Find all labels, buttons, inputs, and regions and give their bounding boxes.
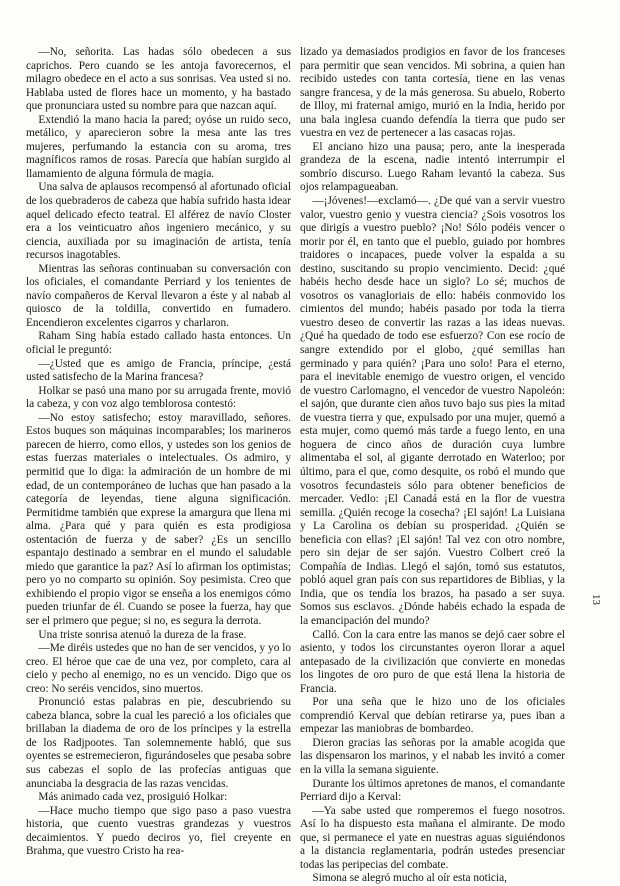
left-text-column <box>26 46 291 858</box>
page-number: 13 <box>590 594 602 605</box>
paragraph: —¡Jóvenes!—exclamó—. ¿De qué van a servir vuestro valor, vuestro genio y vuestra ciencia? ¿Sois vosotros los que dirigís a vuestro pueblo? ¡No! Sólo podéis vencer o morir por él, en tanto que el pueblo, guiado por hombres traidores o incapaces, puede volver la espalda a su destino, suscitando su propio vencimiento. Decid: ¿qué habéis hecho desde hace un siglo? Lo sé; muchos de vosotros os vanagloriais de ello: habéis conmovido los cimientos del mundo; habéis pasado por toda la tierra vuestro deseo de convertir las razas a las ideas nuevas. ¿Qué ha quedado de todo ese esfuerzo? Con ese rocío de sangre extendido por el globo, ¿qué semillas han germinado y para quién? ¡Para uno solo! Para el eterno, para el inevitable enemigo de vuestro origen, el vencido de vuestro Carlomagno, el vencedor de vuestro Napoleón: el sajón, que durante cien años tuvo bajo sus pies la mitad de vuestra tierra y que, expulsado por una mujer, quemó a esta mujer, como quemó más tarde a fuego lento, en una hoguera de cinco años de duración cuya lumbre alimentaba el sol, al gigante derrotado en Waterloo; por último, para el que, como desquite, os robó el mundo que vosotros fecundasteis sólo para obtener beneficios de mercader. Vedlo: ¡El Canadá está en la flor de vuestra semilla. ¿Quién recoge la cosecha? ¡El sajón! La Luisiana y La Carolina os debían su prosperidad. ¿Quién se beneficia con ellas? ¡El sajón! Tal vez con otro nombre, pero sin dejar de ser sajón. Vuestro Colbert creó la Compañía de Indias. Llegó el sajón, tomó sus estatutos, pobló aquel gran país con sus repartidores de Biblias, y la India, que os tendía los brazos, ha pasado a ser suya. Somos sus esclavos. ¿Dónde habéis echado la espada de la emancipación del mundo? <box>300 195 565 627</box>
paragraph: Pronunció estas palabras en pie, descubriendo su cabeza blanca, sobre la cual les pareció a los oficiales que brillaban la diadema de oro de los príncipes y la estrella de los Radjpootes. Tan solemnemente habló, que sus oyentes se estremecieron, figurándoseles que pesaba sobre sus cabezas el soplo de las profecías antiguas que anunciaba la desgracia de las razas vencidas. <box>26 696 291 790</box>
paragraph: —No estoy satisfecho; estoy maravillado, señores. Estos buques son máquinas incomparables; los marineros parecen de hierro, como ellos, y ustedes son los genios de estas fuerzas materiales o intelectuales. Os admiro, y permitid que lo diga: la admiración de un hombre de mi edad, de un contemporáneo de luchas que han pasado a la categoría de leyendas, tiene alguna significación. Permitidme también que exprese la amargura que llena mi alma. ¿Para qué y para quién es esta prodigiosa ostentación de fuerza y de saber? ¿Es un sencillo espantajo destinado a sembrar en el mundo el saludable miedo que garantice la paz? Así lo afirman los optimistas; pero yo no comparto su opinión. Soy pesimista. Creo que exhibiendo el propio vigor se enseña a los enemigos cómo pueden triunfar de él. Cuando se posee la fuerza, hay que ser el primero que pegue; si no, es segura la derrota. <box>26 411 291 627</box>
paragraph: —Hace mucho tiempo que sigo paso a paso vuestra historia, que cuento vuestras grandezas y vuestros decaimientos. Y puedo deciros yo, fiel creyente en Brahma, que vuestro Cristo ha rea- <box>26 804 291 858</box>
paragraph: —Me diréis ustedes que no han de ser vencidos, y yo lo creo. El héroe que cae de una vez, por completo, cara al cielo y pecho al enemigo, no es un vencido. Digo que os creo: No seréis vencidos, sino muertos. <box>26 642 291 695</box>
paragraph: —Ya sabe usted que romperemos el fuego nosotros. Así lo ha dispuesto esta mañana el almirante. De modo que, si permanece el yate en nuestras aguas siguiéndonos a la distancia reglamentaria, podrán ustedes presenciar todas las peripecias del combate. <box>300 804 565 871</box>
paragraph: Durante los últimos apretones de manos, el comandante Perriard dijo a Kerval: <box>300 777 565 804</box>
paragraph: Más animado cada vez, prosiguió Holkar: <box>38 791 228 804</box>
paragraph: Raham Sing había estado callado hasta entonces. Un oficial le preguntó: <box>26 330 291 357</box>
paragraph: El anciano hizo una pausa; pero, ante la inesperada grandeza de la escena, nadie intentó interrumpir el sombrío discurso. Luego Raham levantó la cabeza. Sus ojos relampagueaban. <box>300 140 565 194</box>
paragraph: Mientras las señoras continuaban su conversación con los oficiales, el comandante Perriard y los tenientes de navío compañeros de Kerval llevaron a éste y al nabab al quiosco de la toldilla, convertido en fumadero. Encendieron excelentes cigarros y charlaron. <box>26 262 291 329</box>
paragraph: lizado ya demasiados prodigios en favor de los franceses para permitir que sean vencidos. Mi sobrina, a quien han recibido ustedes con tanta cortesía, tiene en las venas sangre francesa, y de la más generosa. Su abuelo, Roberto de Illoy, mi fraternal amigo, murió en la India, herido por una bala inglesa cuando defendía la tierra que pudo ser vuestra en vez de pertenecer a las casacas rojas. <box>300 46 565 140</box>
paragraph: Por una seña que le hizo uno de los oficiales comprendió Kerval que debían retirarse ya, pues iban a empezar las maniobras de bombardeo. <box>300 696 565 736</box>
paragraph: Calló. Con la cara entre las manos se dejó caer sobre el asiento, y todos los circunstantes oyeron llorar a aquel antepasado de la civilización que convierte en monedas los lingotes de oro puro de que está llena la historia de Francia. <box>300 628 565 695</box>
paragraph: Extendió la mano hacia la pared; oyóse un ruido seco, metálico, y aparecieron sobre la mesa ante las tres mujeres, perfumando la estancia con su aroma, tres magníficos ramos de rosas. Parecía que habían surgido al llamamiento de alguna fórmula de magia. <box>26 113 291 180</box>
paragraph: —No, señorita. Las hadas sólo obedecen a sus caprichos. Pero cuando se les antoja favorecernos, el milagro obedece en el acto a sus sonrisas. Vea usted si no. Hablaba usted de flores hace un momento, y ha bastado que pronunciara usted su nombre para que nazcan aquí. <box>26 46 291 113</box>
paragraph: Dieron gracias las señoras por la amable acogida que las dispensaron los marinos, y el nabab les invitó a comer en la villa la semana siguiente. <box>300 736 565 776</box>
right-text-column <box>300 46 565 885</box>
paragraph: Holkar se pasó una mano por su arrugada frente, movió la cabeza, y con voz algo temblorosa contestó: <box>26 384 291 411</box>
paragraph: Una salva de aplausos recompensó al afortunado oficial de los quebraderos de cabeza que había sufrido hasta idear aquel delicado efecto teatral. El alférez de navío Closter era a los veinticuatro años ingeniero mecánico, y su ciencia, auxiliada por su imaginación de artista, tenía recursos inagotables. <box>26 181 291 262</box>
paragraph: Una triste sonrisa atenuó la dureza de la frase. <box>38 628 247 641</box>
paragraph: —¿Usted que es amigo de Francia, príncipe, ¿está usted satisfecho de la Marina francesa? <box>26 357 291 384</box>
paragraph: Simona se alegró mucho al oír esta noticia, <box>312 872 507 885</box>
